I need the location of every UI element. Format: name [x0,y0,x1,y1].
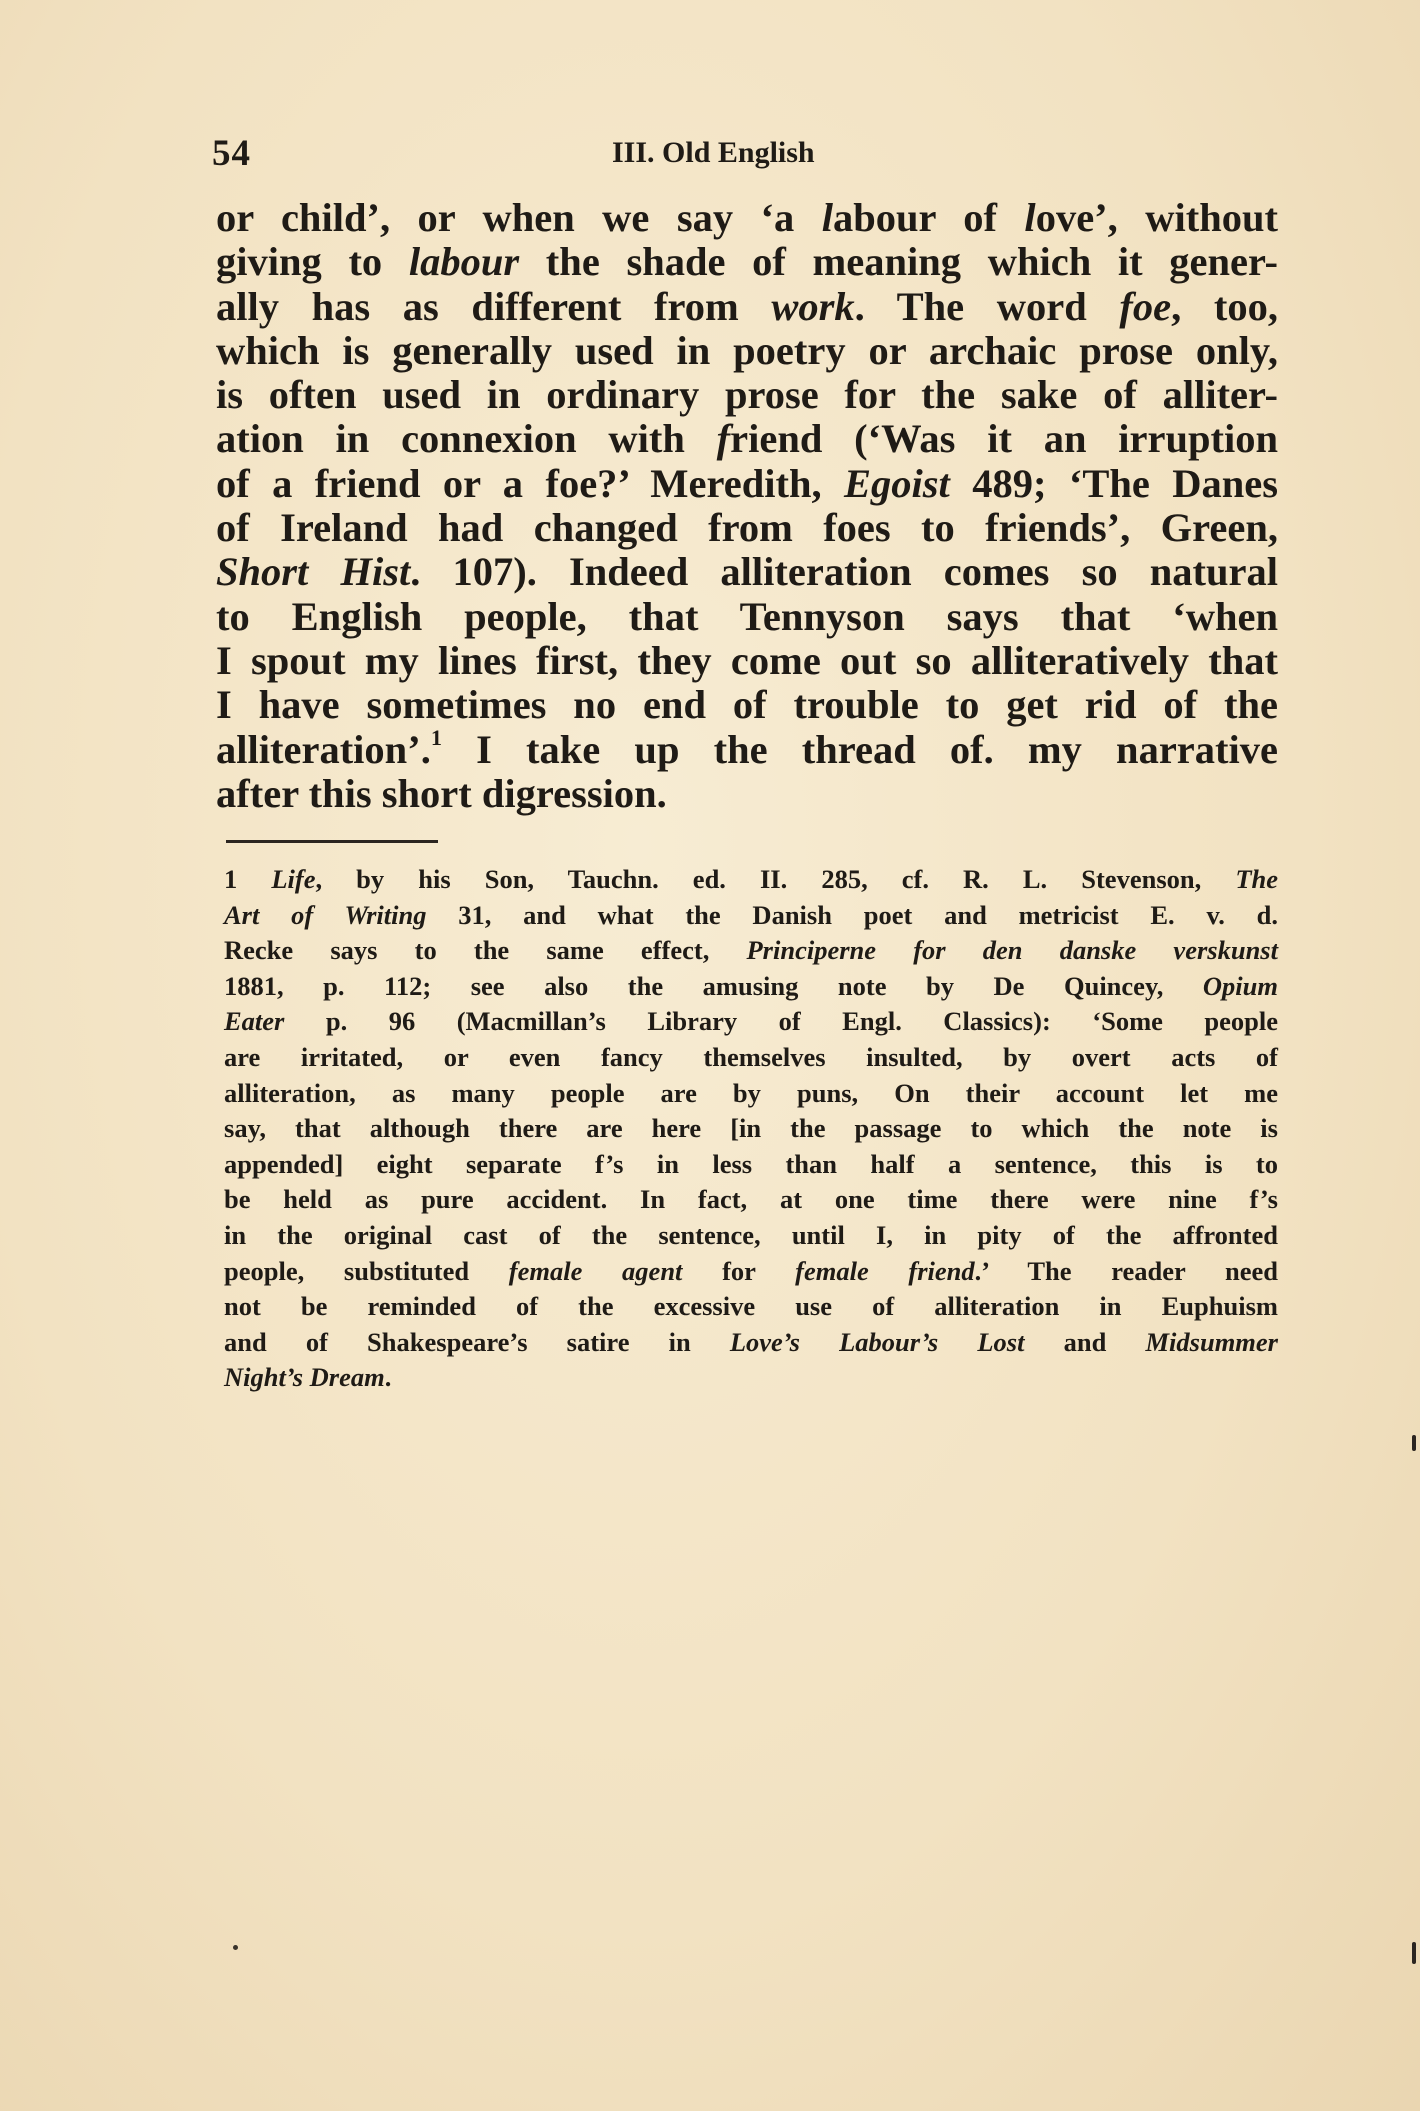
text-run: people, substituted [224,1255,509,1286]
text-run: 489; ‘The Danes [949,460,1278,506]
text-run: Recke says to the same effect, [224,935,747,966]
text-run: or child’, or when we say ‘a [216,195,822,240]
text-run: are irritated, or even fancy themselves insulted, by overt acts of [224,1041,1278,1072]
text-run: for [682,1255,796,1286]
italic-text: Night’s Dream [224,1362,385,1393]
body-line [216,639,1278,683]
text-run: p. 96 (Macmillan’s Library of Engl. Classics): ‘Some people [284,1006,1278,1037]
body-line [216,772,1278,816]
footnote-line [224,1147,1278,1183]
body-text [216,196,1278,816]
running-head [212,132,1272,180]
italic-text: labour [408,239,520,285]
text-run: in the original cast of the sentence, until I, in pity of the affronted [224,1219,1278,1250]
body-line [216,550,1278,594]
body-line [216,683,1278,727]
italic-text: l [1024,195,1036,240]
footnote [224,862,1278,1396]
footnote-rule [226,840,438,843]
body-line [216,329,1278,373]
text-run: alliteration’. [216,726,431,772]
page-edge-mark [1412,1435,1416,1451]
body-line [216,240,1278,284]
footnote-line [224,933,1278,969]
footnote-line [224,1218,1278,1254]
text-run: and of Shakespeare’s satire in [224,1326,730,1357]
text-run: , by his Son, Tauchn. ed. II. 285, cf. R. L. Stevenson, [315,864,1236,894]
italic-text: work [771,283,855,329]
body-line [216,506,1278,550]
footnote-line [224,1111,1278,1147]
italic-text: Principerne for den danske verskunst [746,935,1278,966]
text-run: , too, [1171,283,1278,329]
footnote-line [224,1182,1278,1218]
page-edge-mark [1412,1942,1416,1964]
text-run: I spout my lines first, they come out so alliteratively that [216,637,1278,683]
italic-text: Opium [1202,970,1278,1001]
footnote-line [224,1325,1278,1361]
text-run: and [1024,1326,1146,1357]
italic-text: Art of Writing [224,899,427,930]
body-line [216,373,1278,417]
text-run: the shade of meaning which it gener- [519,239,1278,285]
italic-text: The [1235,864,1278,894]
text-run: to English people, that Tennyson says that ‘when [216,593,1278,639]
text-run: ove’, without [1035,195,1278,240]
italic-text: Eater [224,1006,285,1037]
text-run: not be reminded of the excessive use of alliteration in Euphuism [224,1291,1278,1322]
footnote-reference: 1 [430,724,442,750]
page-number: 54 [212,133,251,174]
footnote-line [224,1254,1278,1290]
text-run: 1881, p. 112; see also the amusing note by De Quincey, [224,970,1203,1001]
text-run: ation in connexion with [216,416,717,462]
italic-text: Love’s Labour’s Lost [729,1326,1025,1357]
body-line [216,595,1278,639]
body-line [216,417,1278,461]
italic-text: female agent [508,1255,683,1286]
text-run: after this short digression. [216,770,667,816]
footnote-line [224,1004,1278,1040]
text-run: of a friend or a foe?’ Meredith, [216,460,845,506]
text-run: . The word [854,283,1120,329]
text-run: riend (‘Was it an irruption [730,416,1279,462]
italic-text: Short Hist [216,549,411,595]
italic-text: f [716,416,731,462]
body-line [216,462,1278,506]
footnote-line [224,1076,1278,1112]
chapter-title: III. Old English [612,136,815,169]
text-run: .’ The reader need [974,1255,1278,1286]
text-run: which is generally used in poetry or archaic prose only, [216,327,1278,373]
text-run: is often used in ordinary prose for the sake of alliter- [216,372,1278,418]
body-line [216,285,1278,329]
text-run: 1 [224,864,272,894]
text-run: say, that although there are here [in the passage to which the note is [224,1113,1278,1144]
italic-text: foe [1119,283,1172,329]
text-run: abour of [833,195,1025,240]
text-run: . [384,1362,392,1393]
text-run: alliteration, as many people are by puns, On their account let me [224,1077,1278,1108]
italic-text: female friend [795,1255,975,1286]
footnote-line [224,862,1278,898]
footnote-line [224,969,1278,1005]
italic-text: l [821,195,833,240]
italic-text: Midsummer [1145,1326,1278,1357]
body-line [216,196,1278,240]
paper-speck [233,1945,238,1950]
italic-text: Life [271,864,316,894]
text-run: I have sometimes no end of trouble to get rid of the [216,682,1278,728]
text-run: appended] eight separate f’s in less than half a sentence, this is to [224,1148,1278,1179]
text-run: be held as pure accident. In fact, at one time there were nine f’s [224,1184,1278,1215]
footnote-line [224,1040,1278,1076]
body-line [216,724,1278,772]
text-run: . 107). Indeed alliteration comes so natural [410,549,1278,595]
text-run: 31, and what the Danish poet and metricist E. v. d. [426,899,1278,930]
footnote-line [224,1360,1278,1396]
footnote-line [224,1289,1278,1325]
text-run: giving to [216,239,409,285]
footnote-line [224,898,1278,934]
text-run: of Ireland had changed from foes to friends’, Green, [216,505,1278,551]
text-run: I take up the thread of. my narrative [441,726,1278,772]
text-run: ally has as different from [216,283,772,329]
italic-text: Egoist [844,460,950,506]
